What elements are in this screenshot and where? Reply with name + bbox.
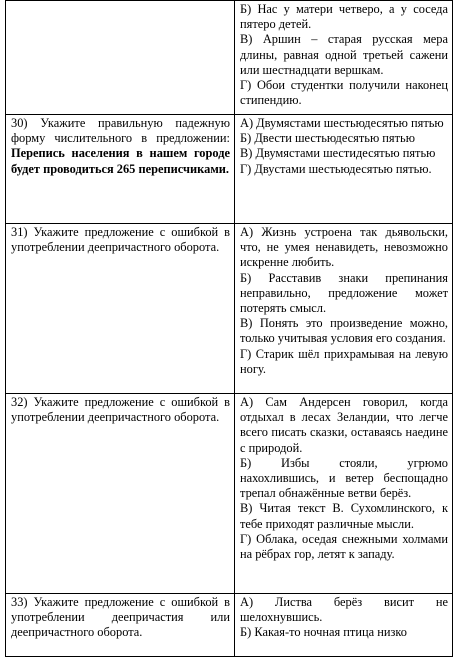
question-example: Перепись населения в нашем городе будет проводиться 265 переписчиками. [11, 146, 230, 176]
test-table [5, 0, 453, 657]
answer-option: А) Листва берёз висит не шелохнувшись. [240, 595, 448, 625]
question-cell [6, 1, 235, 115]
answer-option: В) Понять это произведение можно, только учитывая условия его создания. [240, 316, 448, 346]
answer-option: В) Аршин – старая русская мера длины, равная одной третьей сажени или шестнадцати вершкам. [240, 32, 448, 77]
answers-cell [235, 594, 453, 657]
answer-option: А) Двумястами шестьюдесятью пятью [240, 116, 444, 130]
table-row [6, 224, 453, 394]
question-cell [6, 394, 235, 594]
answers-cell [235, 224, 453, 394]
answers-cell [235, 394, 453, 594]
question-text: 32) Укажите предложение с ошибкой в употреблении деепричастного оборота. [11, 395, 230, 425]
answer-option: Б) Избы стояли, угрюмо нахохлившись, и ветер беспощадно трепал обнажённые ветви берёз. [240, 455, 448, 501]
answer-option: А) Жизнь устроена так дьявольски, что, не умея ненавидеть, невозможно искренне любить. [240, 225, 448, 270]
answer-option: Б) Какая-то ночная птица низко [240, 625, 407, 640]
answer-option: Б) Расставив знаки препинания неправильно, предложение может потерять смысл. [240, 270, 448, 316]
answers-cell [235, 1, 453, 115]
table-row [6, 115, 453, 224]
answer-option: Б) Нас у матери четверо, а у соседа пятеро детей. [240, 2, 448, 32]
table-row [6, 1, 453, 115]
answer-option: А) Сам Андерсен говорил, когда отдыхал в лесах Зеландии, что легче всего писать сказки, оставаясь наедине с природой. [240, 395, 448, 455]
question-text: 31) Укажите предложение с ошибкой в употреблении деепричастного оборота. [11, 225, 230, 255]
answer-option: В) Читая текст В. Сухомлинского, к тебе приходят различные мысли. [240, 501, 448, 531]
answer-option: Г) Двустами шестьюдесятью пятью. [240, 161, 432, 176]
question-cell [6, 594, 235, 657]
question-text: 30) Укажите правильную падежную форму числительного в предложении: [11, 116, 230, 146]
answer-option: Г) Обои студентки получили наконец стипендию. [240, 78, 448, 108]
question-cell [6, 224, 235, 394]
answer-option: Г) Старик шёл прихрамывая на левую ногу. [240, 346, 448, 376]
answer-option: В) Двумястами шестидесятью пятью [240, 146, 436, 161]
question-cell [6, 115, 235, 224]
table-row [6, 394, 453, 594]
answer-option: Г) Облака, оседая снежными холмами на рёбрах гор, летят к западу. [240, 531, 448, 562]
table-row [6, 594, 453, 657]
answer-option: Б) Двести шестьюдесятью пятью [240, 131, 415, 146]
question-text: 33) Укажите предложение с ошибкой в употреблении деепричастия или деепричастного оборота. [11, 595, 230, 640]
answers-cell [235, 115, 453, 224]
